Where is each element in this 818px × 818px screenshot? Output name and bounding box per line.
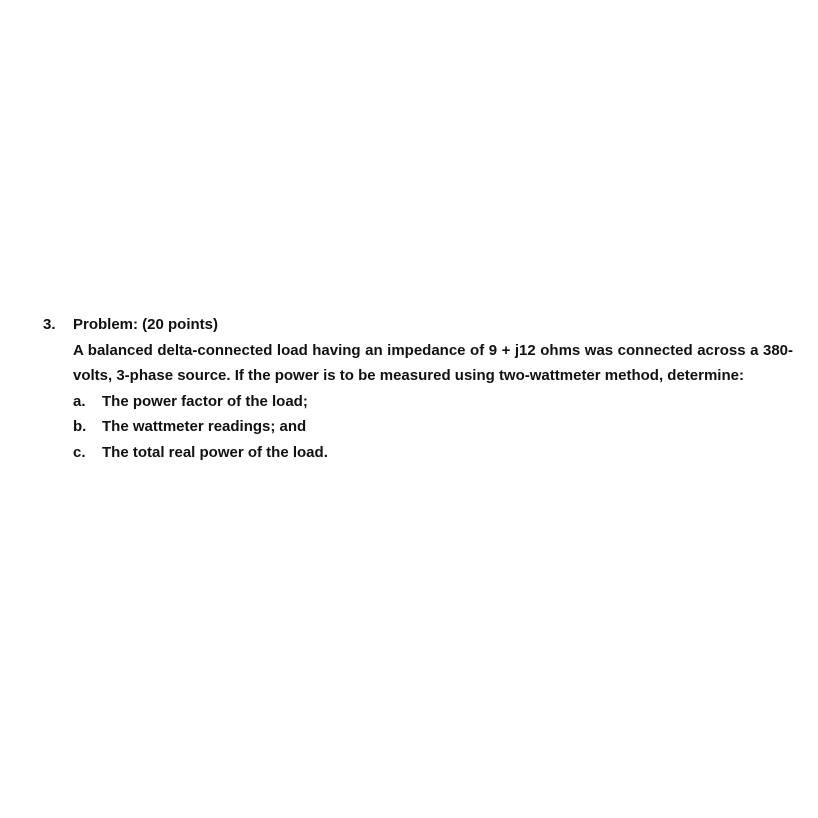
problem-statement: A balanced delta-connected load having an impedance of 9 + j12 ohms was connected across a 380-volts, 3-phase source. If the power is to be measured using two-wattmeter method, determine: [73,341,793,384]
list-item [73,414,793,440]
list-item-marker: a. [73,392,86,410]
problem-number: 3. [43,316,56,333]
list-item-text: The power factor of the load; [102,392,308,410]
list-item-text: The total real power of the load. [102,443,328,461]
list-item-text: The wattmeter readings; and [102,418,307,435]
problem-title: Problem: (20 points) [73,316,219,333]
subquestion-list [73,389,793,466]
problem-block [43,312,793,465]
list-item-marker: b. [73,418,87,435]
problem-body [73,338,793,466]
list-item [73,389,793,415]
list-item [73,440,793,466]
problem-heading [43,312,793,338]
list-item-marker: c. [73,443,86,461]
